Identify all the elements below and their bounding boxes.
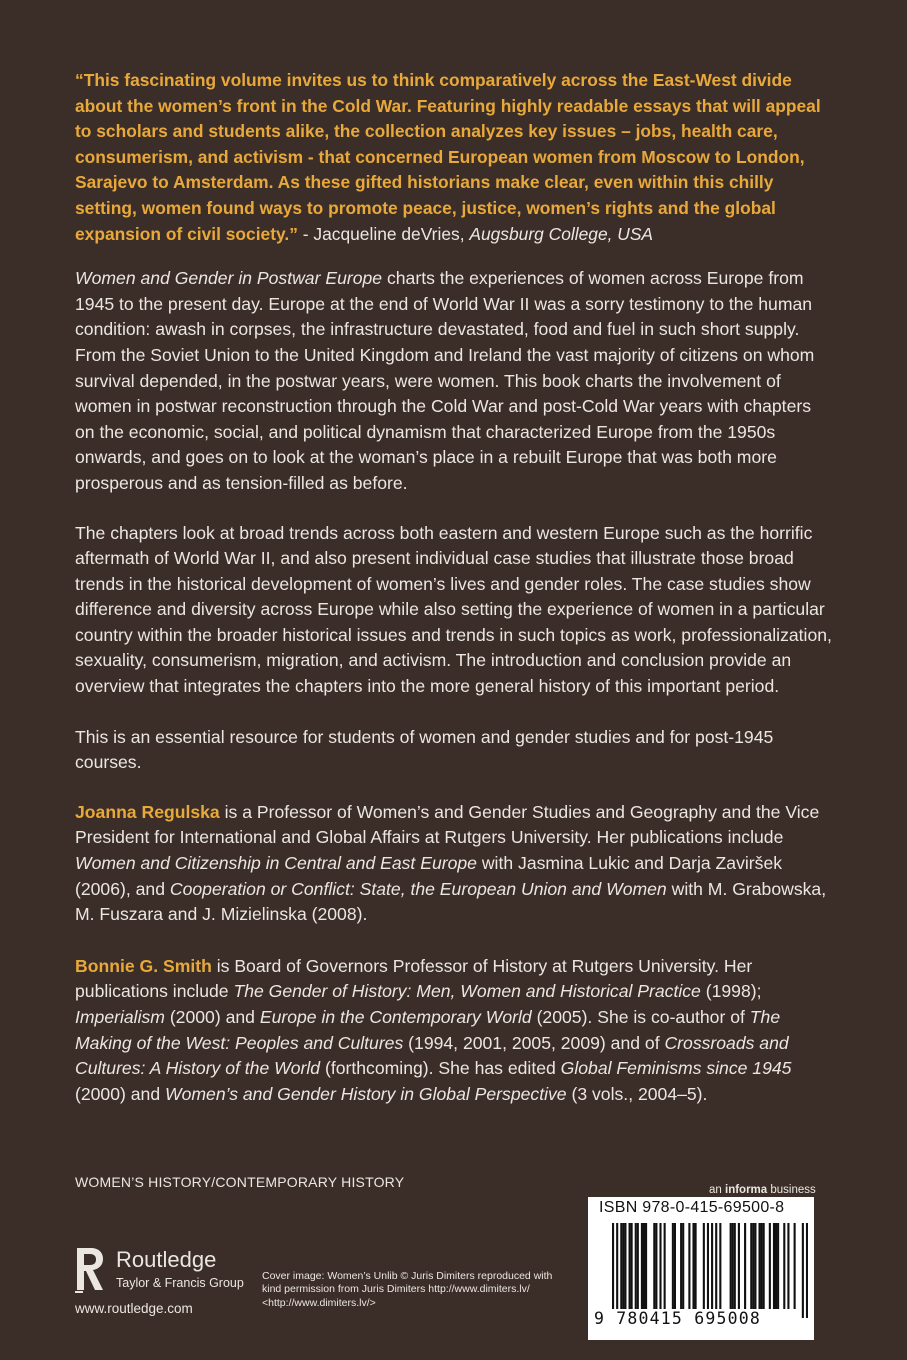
barcode-bar xyxy=(752,1223,754,1309)
barcode-bar xyxy=(806,1223,808,1318)
barcode-bar xyxy=(672,1223,674,1309)
barcode-bar xyxy=(643,1223,645,1309)
barcode-bar xyxy=(787,1223,789,1309)
barcode-bar xyxy=(754,1223,756,1309)
barcode-bar xyxy=(655,1223,657,1309)
barcode-bar xyxy=(758,1223,760,1309)
barcode-bar xyxy=(744,1223,746,1309)
barcode-bar xyxy=(738,1223,740,1309)
isbn-barcode-box xyxy=(588,1197,814,1340)
author-name: Joanna Regulska xyxy=(75,801,220,822)
barcode-bar xyxy=(734,1223,736,1309)
barcode-bar xyxy=(682,1223,684,1309)
barcode-bar xyxy=(783,1223,785,1309)
barcode-bar xyxy=(624,1223,626,1309)
barcode-bar xyxy=(692,1223,694,1309)
barcode-bar xyxy=(631,1223,633,1309)
isbn-label: ISBN 978-0-415-69500-8 xyxy=(599,1199,785,1216)
barcode-bar xyxy=(763,1223,765,1309)
barcode-bar xyxy=(635,1223,637,1309)
barcode-bar xyxy=(659,1223,661,1309)
barcode-bar xyxy=(674,1223,676,1309)
barcode-bar xyxy=(645,1223,647,1309)
barcode-bar xyxy=(773,1223,775,1309)
barcode-bar xyxy=(695,1223,697,1309)
main-text xyxy=(75,68,835,1107)
barcode-bar xyxy=(616,1223,618,1318)
barcode-bar xyxy=(777,1223,779,1309)
routledge-r-icon xyxy=(75,1245,105,1293)
publisher-name: Routledge xyxy=(116,1247,217,1272)
cover-image-credit: Cover image: Women’s Unlib © Juris Dimiters reproduced with kind permission from Juris Dimiters http://www.dimiters.lv/ <http://www.dimiters.lv/> xyxy=(262,1270,553,1309)
barcode-bar xyxy=(703,1223,705,1309)
barcode-bar xyxy=(622,1223,624,1309)
barcode-bar xyxy=(653,1223,655,1309)
informa-tagline: an informa business xyxy=(709,1184,816,1196)
barcode-bar xyxy=(629,1223,631,1309)
barcode-digits: 9 780415 695008 xyxy=(594,1309,762,1328)
author-bio-regulska: Joanna Regulska is a Professor of Women’s and Gender Studies and Geography and the Vice President for International and Global Affairs at Rutgers University. Her publications include Women and Citizenship in Central and East Europe with Jasmina Lukic and Darja Zaviršek (2006), and Cooperation or Conflict: State, the European Union and Women with M. Grabowska, M. Fuszara and J. Mizielinska (2008). xyxy=(75,801,827,925)
barcode-bar xyxy=(719,1223,721,1309)
barcode-bar xyxy=(802,1223,804,1318)
barcode-bar xyxy=(680,1223,682,1309)
barcode-bar xyxy=(620,1223,622,1309)
author-bio-smith: Bonnie G. Smith is Board of Governors Professor of History at Rutgers University. Her publications include The Gender of History: Men, Women and Historical Practice (1998); Imperialism (2000) and Europe in the Contemporary World (2005). She is co-author of The Making of the West: Peoples and Cultures (1994, 2001, 2005, 2009) and of Crossroads and Cultures: A History of the World (forthcoming). She has edited Global Feminisms since 1945 (2000) and Women’s and Gender History in Global Perspective (3 vols., 2004–5). xyxy=(75,955,792,1104)
barcode-bar xyxy=(750,1223,752,1309)
barcode xyxy=(612,1223,808,1318)
barcode-bar xyxy=(761,1223,763,1309)
review-quote xyxy=(75,68,835,247)
barcode-bar xyxy=(711,1223,713,1318)
publisher-website[interactable]: www.routledge.com xyxy=(75,1301,193,1316)
barcode-bar xyxy=(664,1223,666,1309)
quote-text: “This fascinating volume invites us to think comparatively across the East-West divide about the women’s front in the Cold War. Featuring highly readable essays that will appeal to scholars and students alike, the collection analyzes key issues – jobs, health care, consumerism, and activism - that concerned European women from Moscow to London, Sarajevo to Amsterdam. As these gifted historians make clear, even within this chilly setting, women found ways to promote peace, justice, women’s rights and the global expansion of civil society.” xyxy=(75,70,821,244)
description-paragraph-3: This is an essential resource for students of women and gender studies and for post-1945 courses. xyxy=(75,726,774,773)
author-name: Bonnie G. Smith xyxy=(75,955,212,976)
barcode-bar xyxy=(637,1223,639,1309)
barcode-bar xyxy=(732,1223,734,1309)
barcode-bar xyxy=(730,1223,732,1309)
barcode-bar xyxy=(775,1223,777,1309)
barcode-bar xyxy=(715,1223,717,1309)
barcode-bar xyxy=(641,1223,643,1309)
subject-category: WOMEN’S HISTORY/CONTEMPORARY HISTORY xyxy=(75,1174,405,1190)
publisher-group: Taylor & Francis Group xyxy=(116,1276,244,1290)
barcode-bar xyxy=(769,1223,771,1309)
barcode-bar xyxy=(794,1223,796,1309)
book-title: Women and Gender in Postwar Europe xyxy=(75,268,383,289)
barcode-bar xyxy=(707,1223,709,1318)
quote-attribution: - Jacqueline deVries, Augsburg College, USA xyxy=(297,223,654,244)
barcode-bar xyxy=(688,1223,690,1309)
barcode-bar xyxy=(612,1223,614,1318)
description-paragraph-2: The chapters look at broad trends across both eastern and western Europe such as the horrific aftermath of World War II, and also present individual case studies that illustrate those broad trends in the historical development of women’s lives and gender roles. The case studies show difference and diversity across Europe while also setting the experience of women in a particular country within the broader historical issues and trends in such topics as work, professionalization, sexuality, consumerism, migration, and activism. The introduction and conclusion provide an overview that integrates the chapters into the more general history of this important period. xyxy=(75,522,832,697)
description-paragraph-1: Women and Gender in Postwar Europe charts the experiences of women across Europe from 1945 to the present day. Europe at the end of World War II was a sorry testimony to the human condition: awash in corpses, the infrastructure devastated, food and fuel in such short supply. From the Soviet Union to the United Kingdom and Ireland the vast majority of citizens on whom survival depended, in the postwar years, were women. This book charts the involvement of women in postwar reconstruction through the Cold War and post-Cold War years with chapters on the economic, social, and political dynamism that characterized Europe from the 1950s onwards, and goes on to look at the woman’s place in a rebuilt Europe that was both more prosperous and as tension-filled as before. xyxy=(75,268,815,493)
